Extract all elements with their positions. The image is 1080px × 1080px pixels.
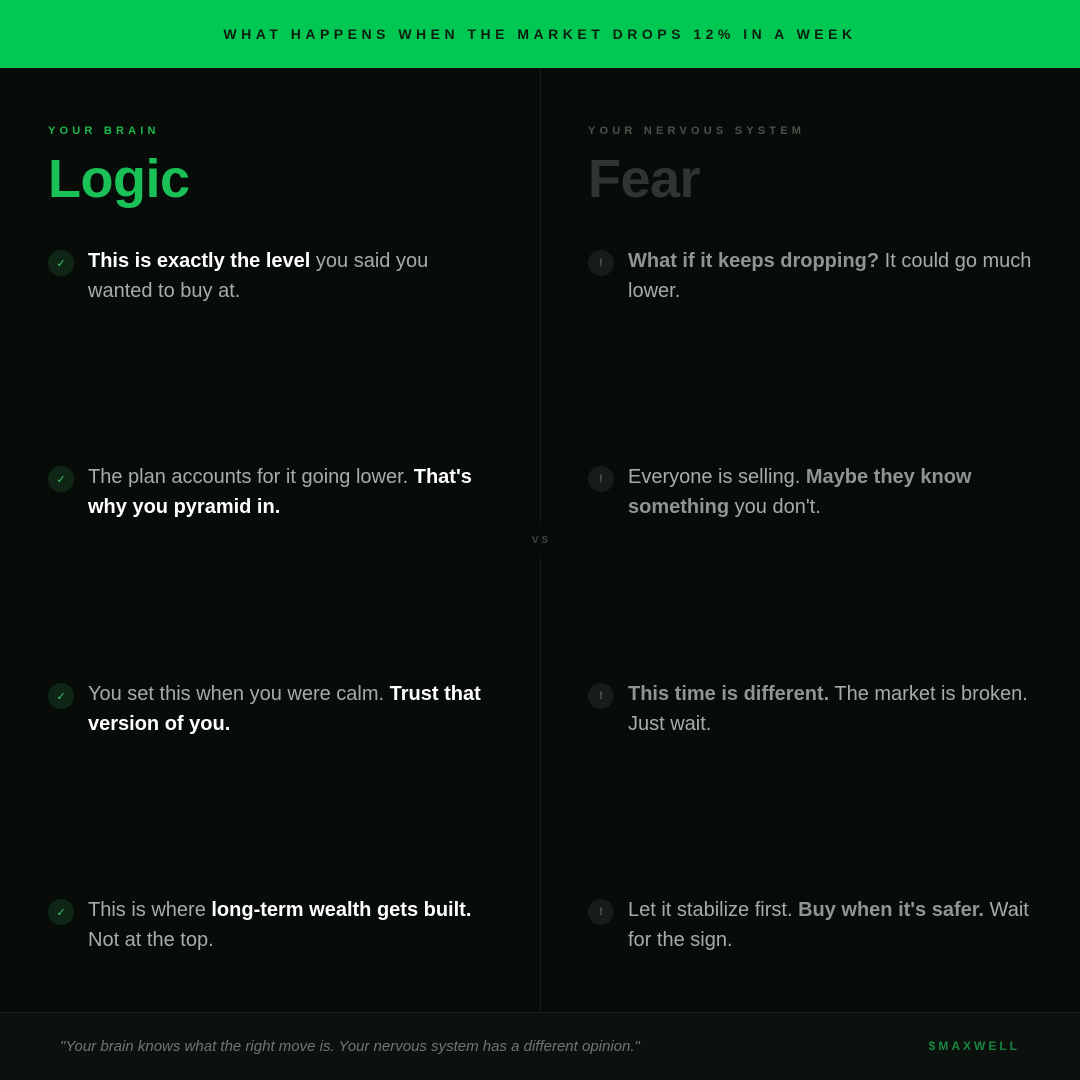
brand-handle: $MAXWELL — [928, 1039, 1020, 1053]
fear-point — [588, 679, 1038, 739]
exclamation-icon: ! — [588, 466, 614, 492]
exclamation-icon: ! — [588, 899, 614, 925]
fear-point — [588, 246, 1038, 306]
logic-heading: Logic — [48, 149, 190, 209]
logic-point — [48, 895, 498, 955]
logic-point-text: This is exactly the level you said you wanted to buy at. — [88, 250, 429, 302]
top-banner — [0, 0, 1080, 68]
fear-eyebrow: YOUR NERVOUS SYSTEM — [588, 125, 806, 137]
banner-title: WHAT HAPPENS WHEN THE MARKET DROPS 12% IN A WEEK — [223, 26, 857, 42]
logic-point — [48, 679, 498, 739]
fear-point-text: This time is different. The market is broken. Just wait. — [628, 683, 1028, 735]
fear-point — [588, 895, 1038, 955]
footer-quote: "Your brain knows what the right move is. Your nervous system has a different opinion." — [60, 1038, 640, 1055]
exclamation-icon: ! — [588, 683, 614, 709]
check-icon: ✓ — [48, 466, 74, 492]
fear-point — [588, 462, 1038, 522]
check-icon: ✓ — [48, 899, 74, 925]
check-icon: ✓ — [48, 250, 74, 276]
exclamation-icon: ! — [588, 250, 614, 276]
fear-column — [588, 68, 1038, 1012]
logic-column — [48, 68, 498, 1012]
footer-bar — [0, 1012, 1080, 1080]
check-icon: ✓ — [48, 683, 74, 709]
fear-point-text: Everyone is selling. Maybe they know something you don't. — [628, 466, 972, 518]
fear-point-text: What if it keeps dropping? It could go much lower. — [628, 250, 1032, 302]
vs-label: VS — [520, 522, 560, 558]
logic-point-text: The plan accounts for it going lower. That's why you pyramid in. — [88, 466, 472, 518]
logic-point-text: This is where long-term wealth gets built. Not at the top. — [88, 899, 472, 951]
logic-point — [48, 246, 498, 306]
logic-eyebrow: YOUR BRAIN — [48, 125, 160, 137]
fear-point-text: Let it stabilize first. Buy when it's safer. Wait for the sign. — [628, 899, 1029, 951]
logic-point — [48, 462, 498, 522]
logic-point-text: You set this when you were calm. Trust that version of you. — [88, 683, 481, 735]
fear-heading: Fear — [588, 149, 701, 209]
